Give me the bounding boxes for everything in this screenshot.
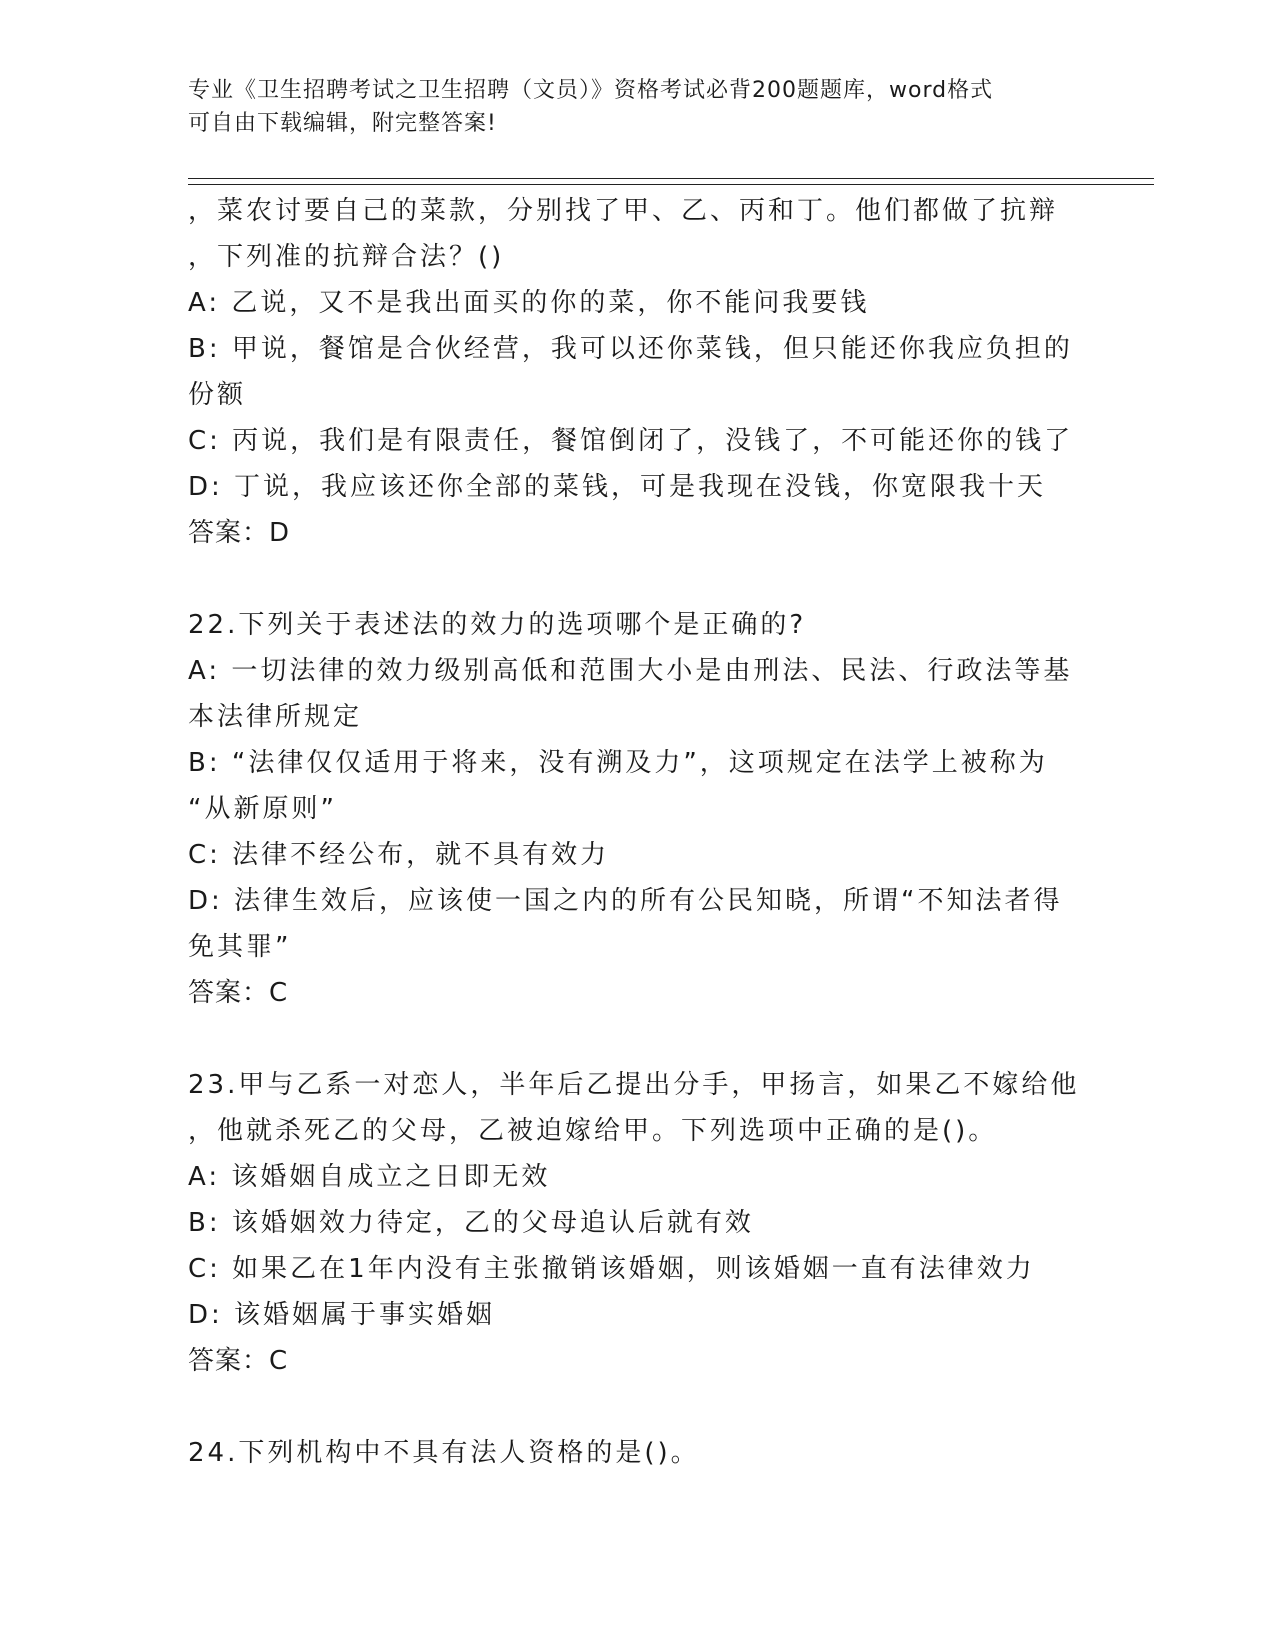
question-block [188, 602, 1088, 1016]
question-block [188, 1062, 1088, 1384]
option-d-continued: 免其罪” [188, 932, 292, 962]
option-d: D: 法律生效后，应该使一国之内的所有公民知晓，所谓“不知法者得 [188, 886, 1063, 916]
option-a: A: 一切法律的效力级别高低和范围大小是由刑法、民法、行政法等基 [188, 656, 1073, 686]
question-block [188, 188, 1088, 556]
spacer [188, 1016, 1088, 1062]
answer-label: 答案：C [188, 978, 289, 1008]
question-stem: ，菜农讨要自己的菜款，分别找了甲、乙、丙和丁。他们都做了抗辩 [188, 196, 1059, 226]
option-a-continued: 本法律所规定 [188, 702, 363, 732]
answer-label: 答案：C [188, 1346, 289, 1376]
header-line-2: 可自由下载编辑，附完整答案! [188, 111, 497, 136]
question-list [188, 188, 1088, 1476]
header-line-1: 专业《卫生招聘考试之卫生招聘（文员）》资格考试必背200题题库，word格式 [188, 78, 994, 103]
option-b-continued: 份额 [188, 380, 247, 410]
question-stem: ，下列准的抗辩合法？() [188, 242, 505, 272]
header-divider [188, 178, 1154, 185]
question-stem: 23.甲与乙系一对恋人，半年后乙提出分手，甲扬言，如果乙不嫁给他 [188, 1070, 1080, 1100]
option-c: C: 丙说，我们是有限责任，餐馆倒闭了，没钱了，不可能还你的钱了 [188, 426, 1074, 456]
spacer [188, 556, 1088, 602]
question-stem: ，他就杀死乙的父母，乙被迫嫁给甲。下列选项中正确的是()。 [188, 1116, 998, 1146]
question-stem: 24.下列机构中不具有法人资格的是()。 [188, 1438, 700, 1468]
question-stem: 22.下列关于表述法的效力的选项哪个是正确的? [188, 610, 807, 640]
option-c: C: 法律不经公布，就不具有效力 [188, 840, 610, 870]
spacer [188, 1384, 1088, 1430]
option-d: D: 丁说，我应该还你全部的菜钱，可是我现在没钱，你宽限我十天 [188, 472, 1047, 502]
page-header [188, 74, 1088, 140]
question-block [188, 1430, 1088, 1476]
option-c: C: 如果乙在1年内没有主张撤销该婚姻，则该婚姻一直有法律效力 [188, 1254, 1035, 1284]
option-a: A: 乙说，又不是我出面买的你的菜，你不能问我要钱 [188, 288, 870, 318]
option-b: B: “法律仅仅适用于将来，没有溯及力”，这项规定在法学上被称为 [188, 748, 1048, 778]
option-b: B: 该婚姻效力待定，乙的父母追认后就有效 [188, 1208, 754, 1238]
option-b: B: 甲说，餐馆是合伙经营，我可以还你菜钱，但只能还你我应负担的 [188, 334, 1073, 364]
option-b-continued: “从新原则” [188, 794, 337, 824]
option-a: A: 该婚姻自成立之日即无效 [188, 1162, 551, 1192]
answer-label: 答案：D [188, 518, 291, 548]
option-d: D: 该婚姻属于事实婚姻 [188, 1300, 496, 1330]
